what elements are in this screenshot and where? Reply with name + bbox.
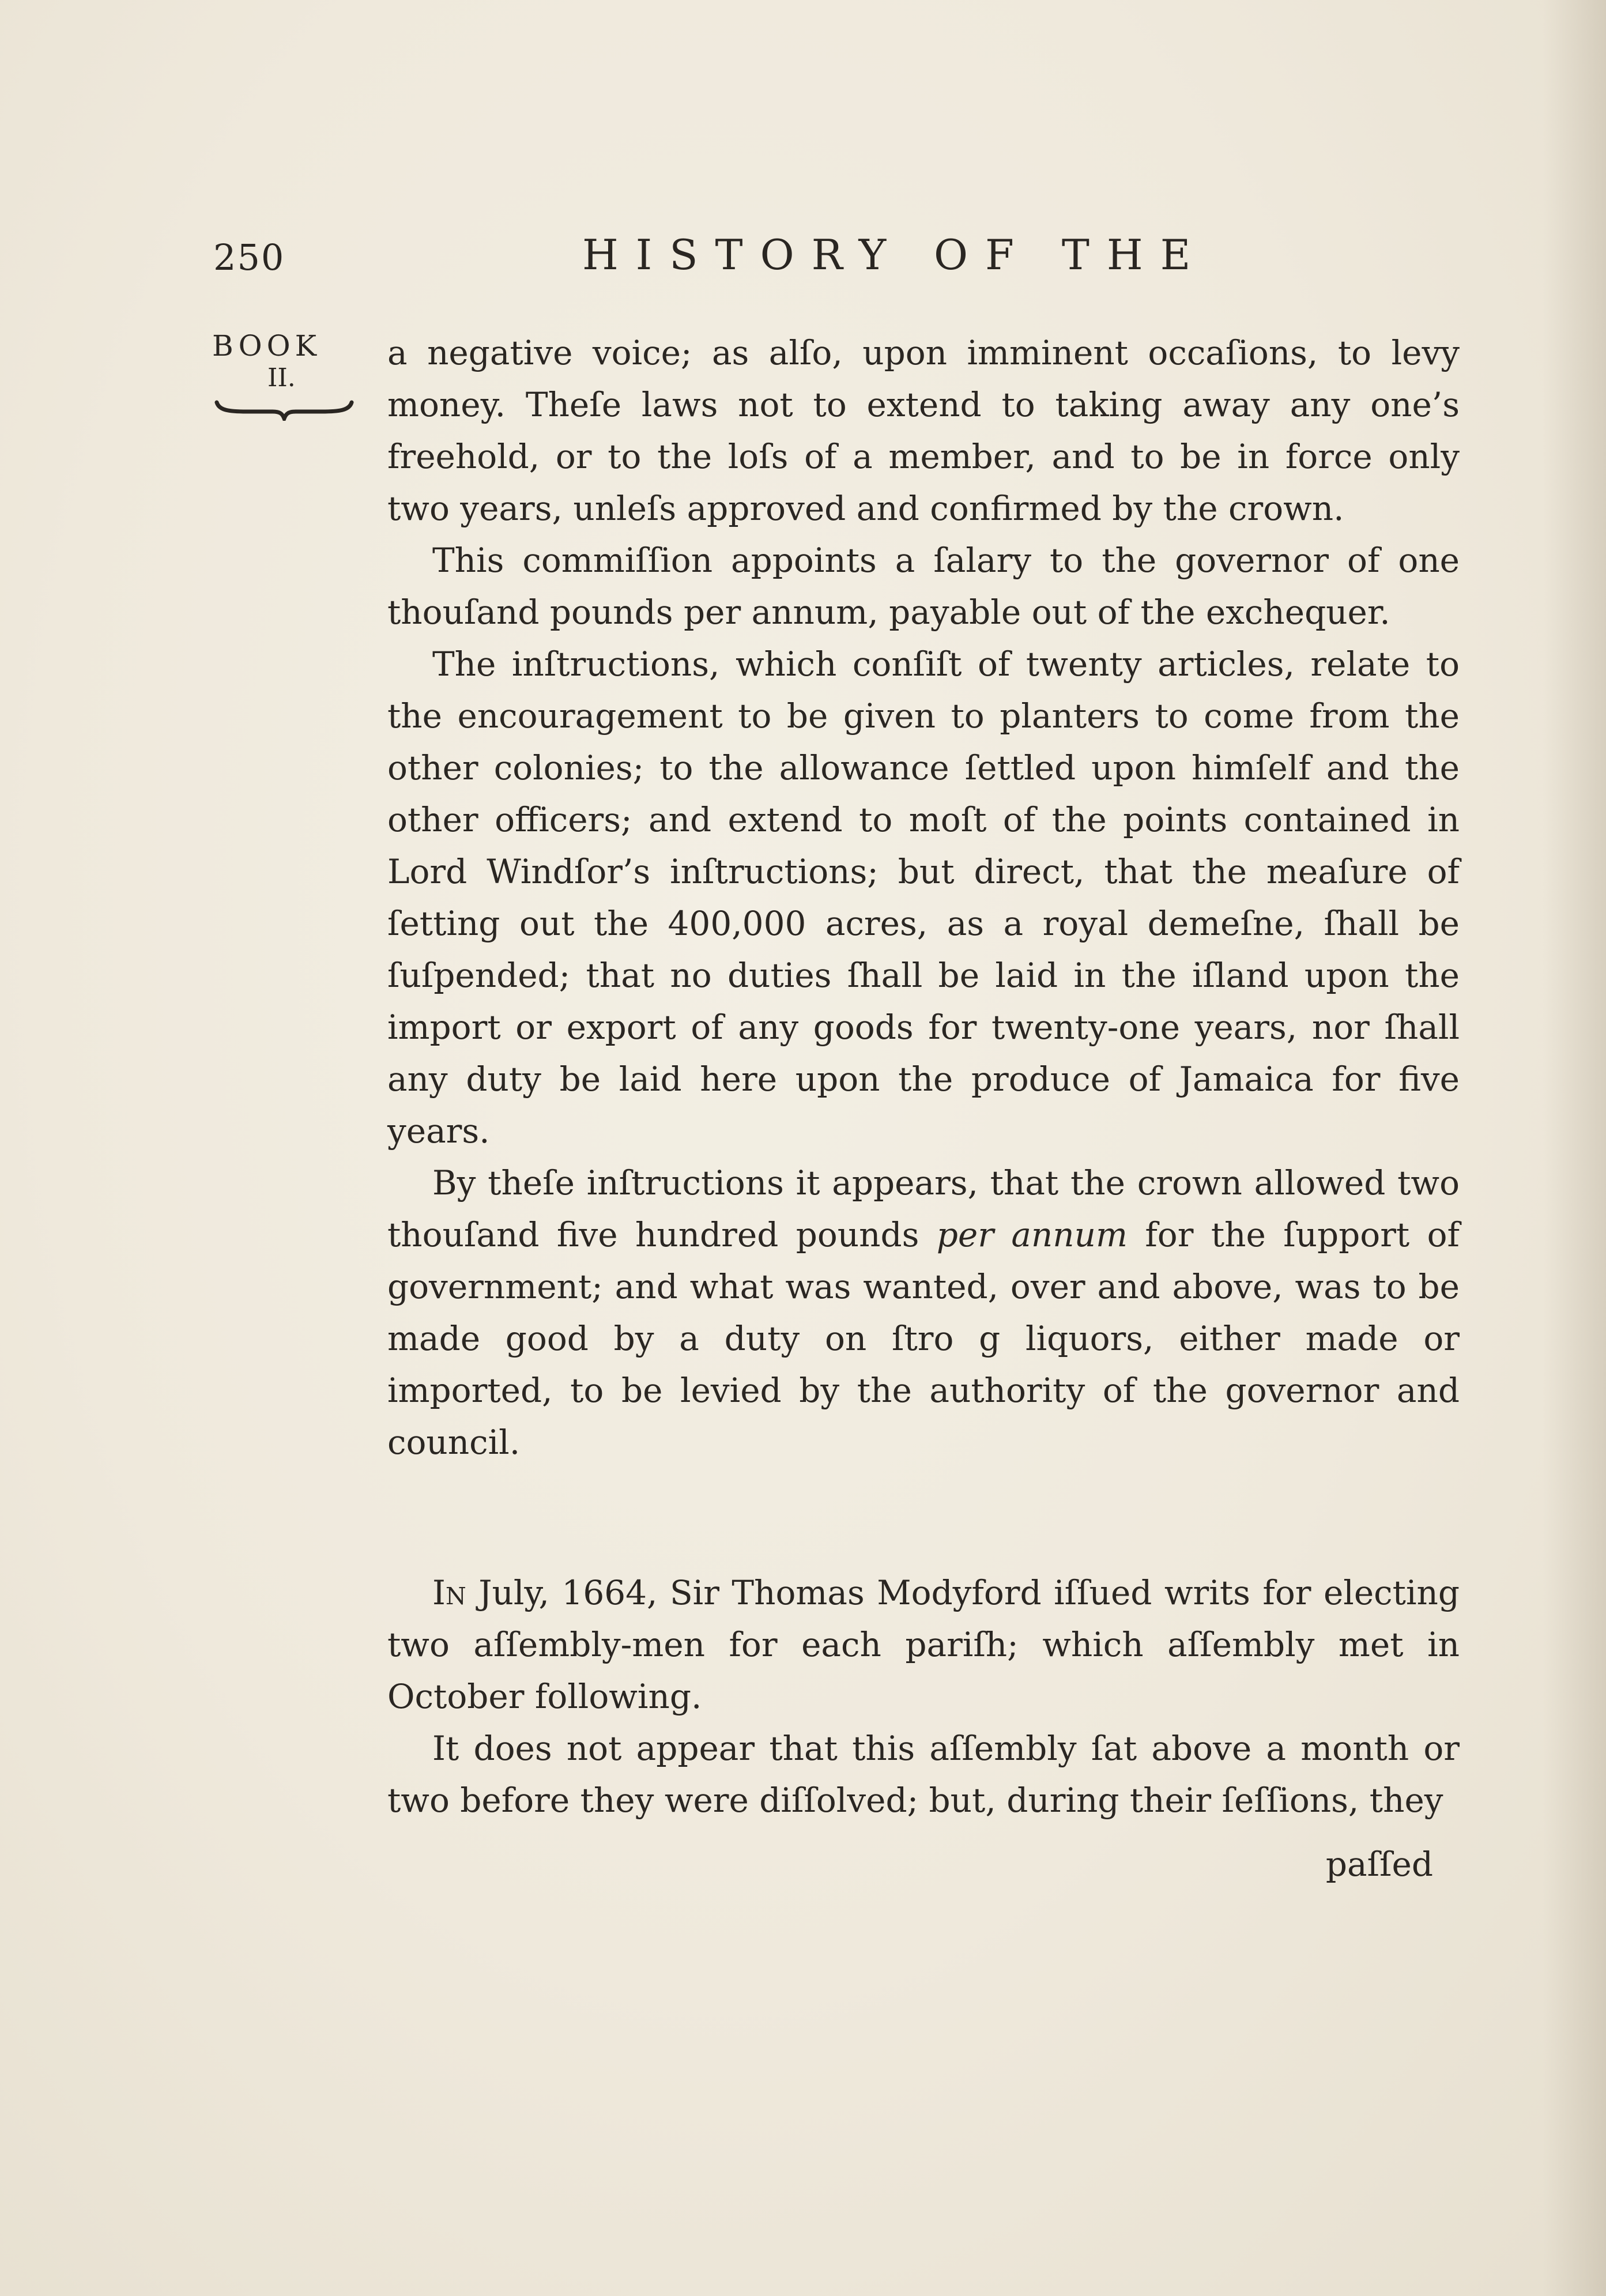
paragraph-6: It does not appear that this aſſembly ſat above a month or two before they were diſſolved; but, during their ſeſſions, they — [387, 1729, 1460, 1820]
body-text-top — [387, 327, 1460, 1468]
paragraph-3: The inſtructions, which conſiſt of twenty articles, relate to the encouragement to be given to planters to come from the other colonies; to the allowance ſettled upon himſelf and the other officers; and extend to moſt of the points contained in Lord Windſor’s inſtructions; but direct, that the meaſure of ſetting out the 400,000 acres, as a royal demeſne, ſhall be ſuſpended; that no duties ſhall be laid in the iſland upon the import or export of any goods for twenty-one years, nor ſhall any duty be laid here upon the produce of Jamaica for five years. — [387, 644, 1460, 1151]
paragraph-4 — [387, 1157, 1460, 1468]
body-text-bottom — [387, 1567, 1460, 1826]
paragraph-4-end: for the ſupport of government; and what was wanted, over and above, was to be made good by a duty on ſtro g liquors, either made or imported, to be levied by the authority of the governor and council. — [387, 1215, 1460, 1462]
page-number: 250 — [213, 236, 285, 278]
page-header — [0, 231, 1606, 288]
margin-note — [212, 330, 362, 421]
margin-volume-label: II. — [267, 363, 296, 393]
paragraph-4-start: By theſe inſtructions it appears, that the crown allowed two thouſand five hundred pounds — [387, 1163, 1460, 1254]
brace-ornament-icon — [212, 398, 356, 421]
paragraph-5 — [387, 1567, 1460, 1722]
paragraph-5-text: July, 1664, Sir Thomas Modyford iſſued writs for electing two aſſembly-men for each pariſh; which aſſembly met in October following. — [387, 1573, 1460, 1716]
paragraph-5-smallcap: In — [432, 1573, 466, 1612]
running-head: HISTORY OF THE — [582, 231, 1208, 279]
paragraph-2: This commiſſion appoints a ſalary to the governor of one thouſand pounds per annum, payable out of the exchequer. — [387, 541, 1460, 632]
paragraph-4-italic: per annum — [936, 1215, 1128, 1254]
margin-book-label: BOOK — [212, 329, 322, 363]
catchword: paſſed — [1325, 1845, 1433, 1884]
paragraph-1: a negative voice; as alſo, upon imminent occaſions, to levy money. Theſe laws not to extend to taking away any one’s freehold, or to the loſs of a member, and to be in force only two years, unleſs approved and confirmed by the crown. — [387, 333, 1460, 528]
